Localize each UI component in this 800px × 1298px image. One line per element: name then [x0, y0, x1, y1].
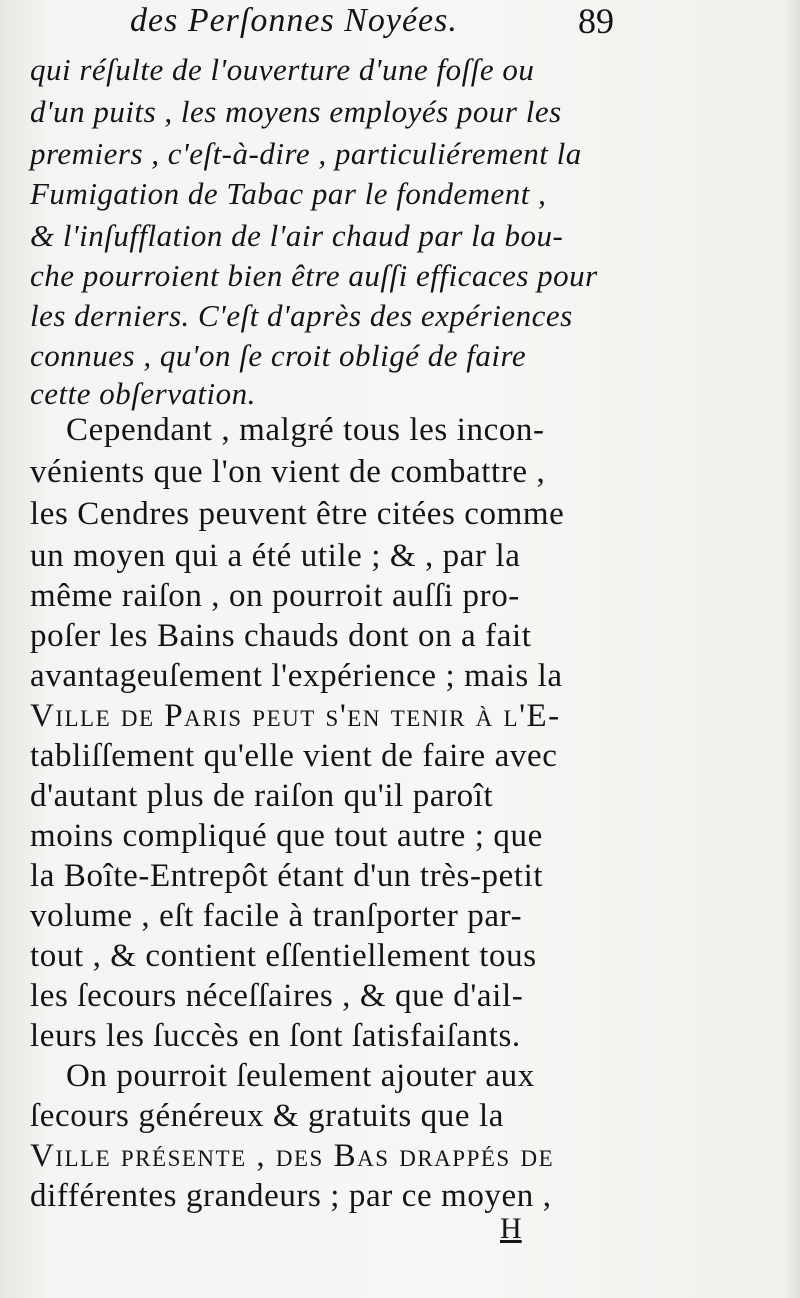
text-line: Fumigation de Tabac par le fondement ,: [30, 176, 547, 211]
text-line: Cependant , malgré tous les incon-: [66, 412, 545, 448]
text-line: la Boîte-Entrepôt étant d'un très-petit: [30, 858, 544, 894]
text-line: premiers , c'eſt-à-dire , particuliérement la: [30, 136, 582, 171]
text-line: leurs les ſuccès en ſont ſatisfaiſants.: [30, 1018, 521, 1054]
text-line: vénients que l'on vient de combattre ,: [30, 454, 546, 490]
text-line: poſer les Bains chauds dont on a fait: [30, 618, 532, 654]
page-edge-shadow: [786, 0, 800, 1298]
text-line: même raiſon , on pourroit auſſi pro-: [30, 578, 520, 614]
text-line: différentes grandeurs ; par ce moyen ,: [30, 1178, 552, 1214]
text-line: les derniers. C'eſt d'après des expériences: [30, 298, 573, 333]
text-line: Ville préſente , des Bas drappés de: [30, 1138, 555, 1174]
text-line: che pourroient bien être auſſi efficaces pour: [30, 258, 598, 293]
running-header: [0, 0, 800, 50]
running-title: des Perſonnes Noyées.: [130, 2, 458, 39]
text-line: moins compliqué que tout autre ; que: [30, 818, 543, 854]
text-line: les Cendres peuvent être citées comme: [30, 496, 565, 532]
text-line: & l'inſufflation de l'air chaud par la bou-: [30, 218, 564, 253]
text-line: tout , & contient eſſentiellement tous: [30, 938, 537, 974]
page-number: 89: [578, 1, 614, 41]
text-line: On pourroit ſeulement ajouter aux: [66, 1058, 535, 1094]
signature-mark: H: [500, 1212, 522, 1245]
text-line: volume , eſt facile à tranſporter par-: [30, 898, 523, 934]
text-line: connues , qu'on ſe croit obligé de faire: [30, 338, 527, 373]
text-line: ſecours généreux & gratuits que la: [30, 1098, 504, 1134]
text-line: cette obſervation.: [30, 376, 256, 411]
text-line: Ville de Paris peut s'en tenir à l'E-: [30, 698, 561, 734]
text-line: qui réſulte de l'ouverture d'une foſſe ou: [30, 52, 535, 87]
text-line: les ſecours néceſſaires , & que d'ail-: [30, 978, 524, 1014]
text-line: d'autant plus de raiſon qu'il paroît: [30, 778, 494, 814]
text-line: d'un puits , les moyens employés pour les: [30, 94, 562, 129]
text-line: tabliſſement qu'elle vient de faire avec: [30, 738, 558, 774]
text-line: un moyen qui a été utile ; & , par la: [30, 538, 521, 574]
text-line: avantageuſement l'expérience ; mais la: [30, 658, 563, 694]
